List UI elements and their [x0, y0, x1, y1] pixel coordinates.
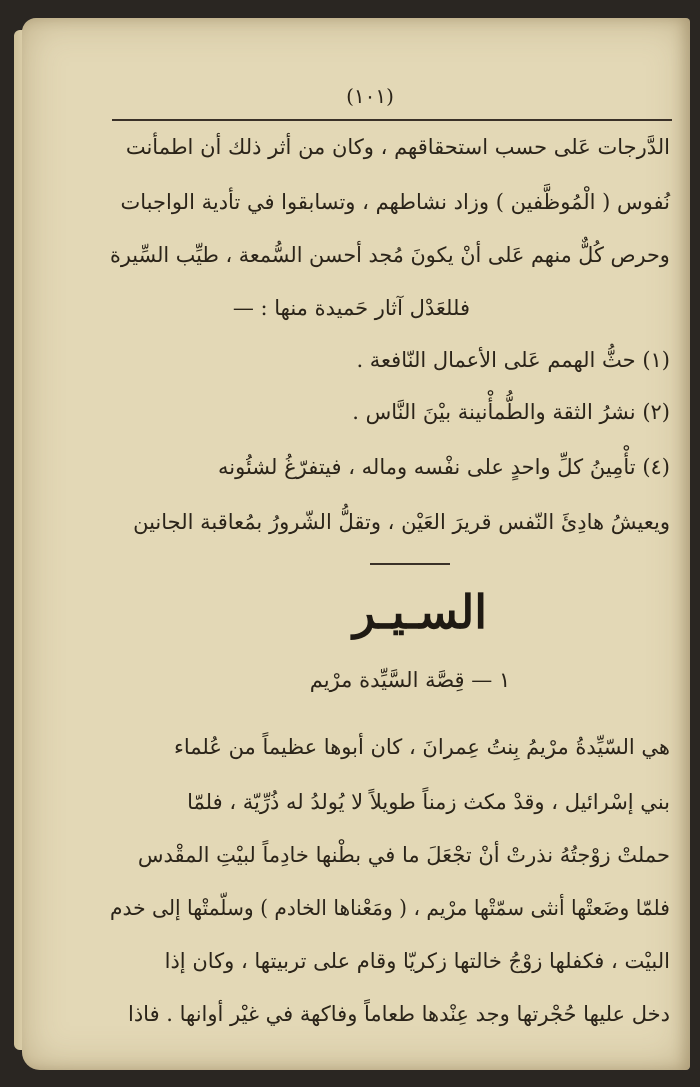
body-line: البيْت ، فكفلها زوْجُ خالتها زكريّا وقام على تربيتها ، وكان إذا [164, 949, 670, 973]
list-item: (٢) نشرُ الثقة والطُّمأْنينة بيْنَ النَّاس . [352, 400, 670, 424]
subsection-title: ١ — قِصَّة السَّيِّدة مرْيم [309, 668, 511, 692]
body-line: حملتْ زوْجتُهُ نذرتْ أنْ تجْعَلَ ما في بطْنها خادِماً لبيْتِ المقْدس [137, 843, 670, 867]
intro-line: الدَّرجات عَلى حسب استحقاقهم ، وكان من أثر ذلك أن اطمأنت [125, 135, 670, 159]
body-line: هي السّيِّدةُ مرْيمُ بِنتُ عِمرانَ ، كان أبوها عظيماً من عُلماء [174, 735, 670, 759]
intro-line: فللعَدْل آثار حَميدة منها : — [232, 296, 470, 320]
body-line: دخل عليها حُجْرتها وجد عِنْدها طعاماً وفاكهة في غيْر أوانها . فاذا [127, 1002, 670, 1026]
section-title: السـيـر [352, 585, 488, 639]
list-item: (١) حثُّ الهمم عَلى الأعمال النّافعة . [356, 348, 670, 372]
intro-line: نُفوس ( الْمُوظَّفين ) وزاد نشاطهم ، وتسابقوا في تأدية الواجبات [120, 190, 670, 214]
header-rule [112, 119, 672, 121]
section-divider [370, 563, 450, 565]
body-line: بني إسْرائيل ، وقدْ مكث زمناً طويلاً لا يُولدُ له ذُرِّيّة ، فلمّا [187, 790, 670, 814]
list-item: ويعيشُ هادِئَ النّفس قريرَ العَيْن ، وتقلُّ الشّرورُ بمُعاقبة الجانين [133, 510, 670, 534]
intro-line: وحرص كُلٌّ منهم عَلى أنْ يكونَ مُجد أحسن السُّمعة ، طيِّب السِّيرة [110, 243, 670, 267]
page-number: (١٠١) [346, 84, 394, 108]
body-line: فلمّا وضَعتْها أنثى سمّتْها مرْيم ، ( ومَعْناها الخادم ) وسلّمتْها إلى خدم [110, 896, 670, 920]
list-item: (٤) تأْمِينُ كلِّ واحدٍ على نفْسه وماله ، فيتفرّغُ لشئُونه [218, 455, 670, 479]
